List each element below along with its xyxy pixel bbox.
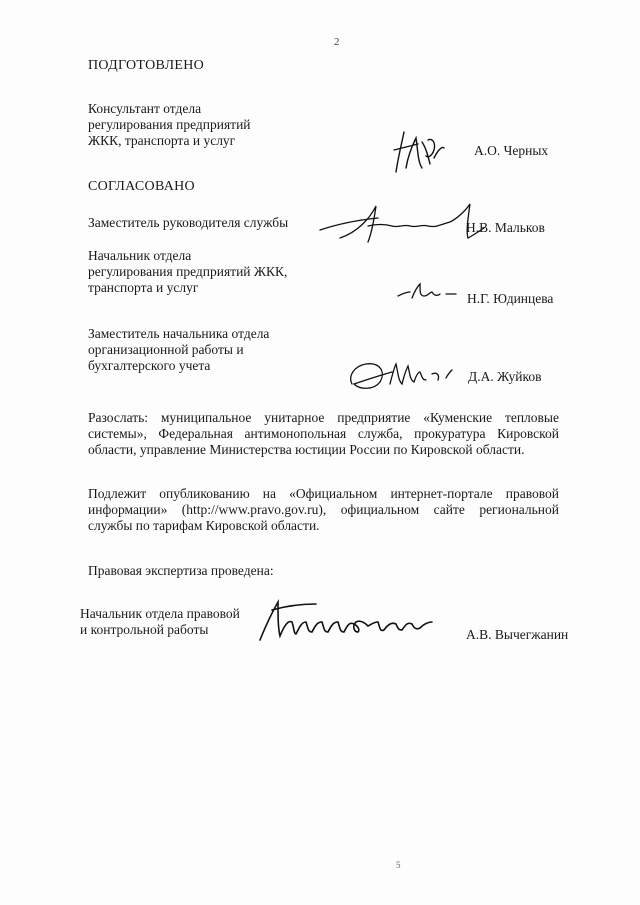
position-line: ЖКК, транспорта и услуг [88, 133, 236, 148]
signer-position: Заместитель руководителя службы [88, 215, 289, 230]
signature-chernykh [388, 128, 448, 185]
prepared-heading: ПОДГОТОВЛЕНО [88, 58, 205, 73]
signature-zhuykov [346, 354, 456, 401]
position-line: Консультант отдела [88, 101, 202, 116]
position-line: регулирования предприятий [88, 117, 251, 132]
footer-mark: 5 [396, 860, 401, 870]
position-line: регулирования предприятий ЖКК, [88, 264, 288, 279]
signer-name: Н.В. Мальков [466, 220, 545, 235]
position-line: Заместитель начальника отдела [88, 326, 270, 341]
agreed-heading: СОГЛАСОВАНО [88, 179, 195, 194]
distribution-text: Разослать: муниципальное унитарное предприятие «Куменские тепловые системы», Федеральная антимонопольная служба, прокуратура Кировской области, управление Министерства юстиции России по Кировской области. [88, 410, 559, 457]
position-line: бухгалтерского учета [88, 358, 211, 373]
position-line: Начальник отдела [88, 248, 192, 263]
legal-review-position [80, 606, 240, 638]
page-number: 2 [334, 36, 340, 48]
signer-position [88, 248, 287, 296]
signer-name: Д.А. Жуйков [468, 369, 542, 384]
position-line: Начальник отдела правовой [80, 606, 240, 621]
publication-text: Подлежит опубликованию на «Официальном интернет-портале правовой информации» (http://www.pravo.gov.ru), официальном сайте региональной службы по тарифам Кировской области. [88, 486, 559, 533]
position-line: транспорта и услуг [88, 280, 199, 295]
legal-review-name: А.В. Вычегжанин [466, 627, 569, 642]
prepared-name: А.О. Черных [474, 143, 549, 158]
position-line: и контрольной работы [80, 622, 209, 637]
signature-yudintseva [396, 282, 458, 309]
signature-vychegzhanin [256, 596, 434, 651]
signature-malkov [318, 198, 490, 253]
signer-position [88, 326, 269, 374]
legal-review-statement: Правовая экспертиза проведена: [88, 563, 274, 578]
position-line: организационной работы и [88, 342, 244, 357]
prepared-position [88, 101, 251, 149]
signer-name: Н.Г. Юдинцева [467, 291, 554, 306]
